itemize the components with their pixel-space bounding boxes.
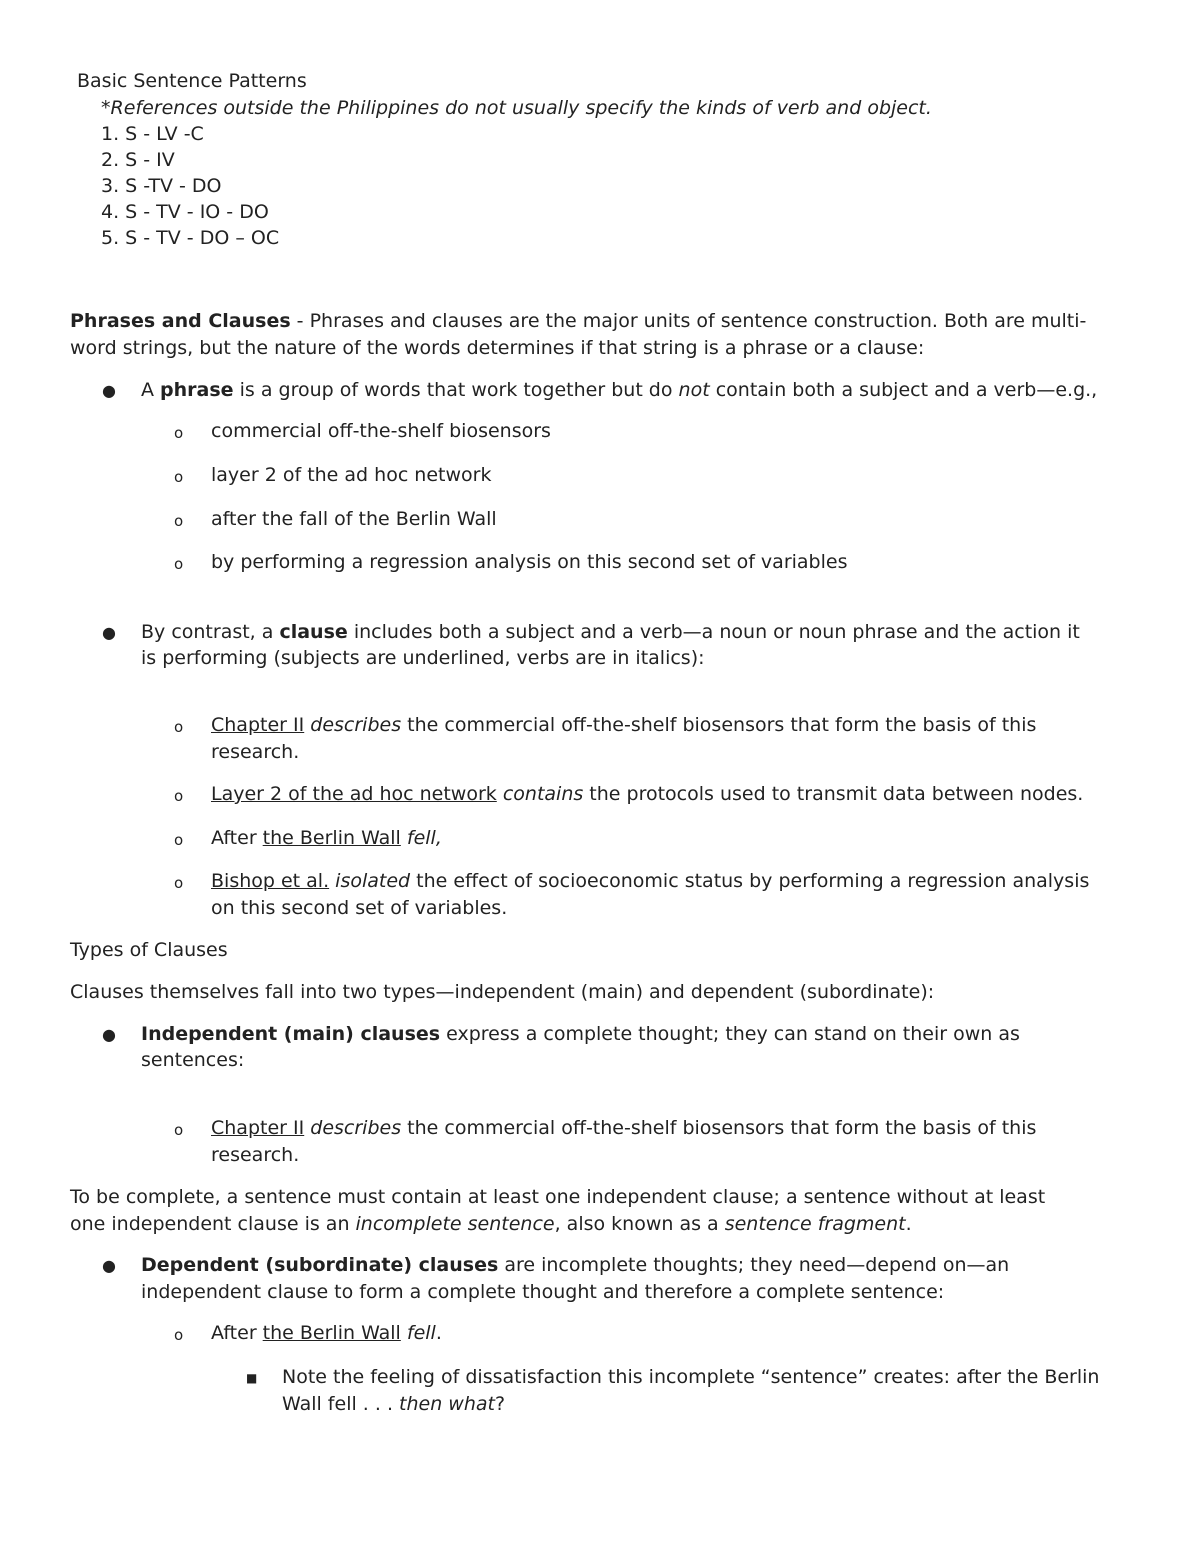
circle-bullet-icon: o: [174, 831, 184, 849]
clause-example-2: [211, 781, 1083, 808]
example-pre: After: [211, 1322, 263, 1344]
subject-underlined: the Berlin Wall: [262, 827, 401, 849]
note-end: ?: [494, 1393, 506, 1415]
circle-bullet-icon: o: [174, 1326, 184, 1344]
complete-end: .: [905, 1213, 912, 1235]
independent-example-line2: research.: [211, 1144, 300, 1166]
independent-example: [211, 1115, 1036, 1142]
subject-underlined: the Berlin Wall: [262, 1322, 401, 1344]
complete-sentence-line2: [70, 1211, 912, 1238]
pattern-4: 4. S - TV - IO - DO: [101, 201, 269, 223]
verb-italic: isolated: [335, 870, 411, 892]
phrases-heading: Phrases and Clauses: [70, 310, 291, 332]
dependent-definition-line1: [141, 1252, 1009, 1279]
phrase-example-1: commercial off-the-shelf biosensors: [211, 420, 551, 442]
subject-underlined: Chapter II: [211, 714, 305, 736]
bullet-dot-icon: ●: [102, 623, 116, 642]
subject-underlined: Layer 2 of the ad hoc network: [211, 783, 497, 805]
bullet-dot-icon: ●: [102, 381, 116, 400]
clause-def-rest: includes both a subject and a verb—a noun or noun phrase and the action it: [347, 621, 1080, 643]
types-heading: Types of Clauses: [70, 939, 228, 961]
pattern-1: 1. S - LV -C: [101, 123, 204, 145]
verb-italic: fell: [406, 1322, 436, 1344]
clause-example-4-line2: on this second set of variables.: [211, 897, 508, 919]
subject-underlined: Bishop et al.: [211, 870, 330, 892]
incomplete-sentence-term: incomplete sentence: [355, 1213, 555, 1235]
phrases-intro-line1: [70, 308, 1086, 335]
circle-bullet-icon: o: [174, 555, 184, 573]
clause-definition-line2: is performing (subjects are underlined, verbs are in italics):: [141, 647, 705, 669]
clause-example-3: [211, 825, 442, 852]
example-rest: the commercial off-the-shelf biosensors that form the basis of this: [401, 714, 1037, 736]
doc-title: Basic Sentence Patterns: [77, 70, 307, 92]
clause-def-pre: By contrast, a: [141, 621, 280, 643]
bullet-dot-icon: ●: [102, 1256, 116, 1275]
clause-example-1: [211, 712, 1036, 739]
independent-def-rest: express a complete thought; they can stand on their own as: [440, 1023, 1020, 1045]
bullet-dot-icon: ●: [102, 1025, 116, 1044]
clause-term: clause: [279, 621, 348, 643]
phrase-def-end: contain both a subject and a verb—e.g.,: [709, 379, 1098, 401]
example-rest: the protocols used to transmit data between nodes.: [583, 783, 1084, 805]
circle-bullet-icon: o: [174, 512, 184, 530]
pattern-5: 5. S - TV - DO – OC: [101, 227, 280, 249]
phrase-def-mid: is a group of words that work together but do: [233, 379, 679, 401]
phrase-term: phrase: [160, 379, 234, 401]
dependent-example: [211, 1320, 442, 1347]
verb-italic: fell,: [406, 827, 442, 849]
dependent-definition-line2: independent clause to form a complete thought and therefore a complete sentence:: [141, 1281, 945, 1303]
complete-mid: , also known as a: [554, 1213, 725, 1235]
note-text: *References outside the Philippines do not usually specify the kinds of verb and object.: [101, 97, 932, 119]
example-pre: After: [211, 827, 263, 849]
independent-definition-line1: [141, 1021, 1020, 1048]
clause-example-1-line2: research.: [211, 741, 300, 763]
types-intro: Clauses themselves fall into two types—independent (main) and dependent (subordinate):: [70, 981, 935, 1003]
phrase-example-4: by performing a regression analysis on this second set of variables: [211, 551, 848, 573]
square-bullet-icon: ■: [246, 1371, 258, 1385]
phrase-example-3: after the fall of the Berlin Wall: [211, 508, 497, 530]
pattern-3: 3. S -TV - DO: [101, 175, 222, 197]
circle-bullet-icon: o: [174, 468, 184, 486]
circle-bullet-icon: o: [174, 424, 184, 442]
subject-underlined: Chapter II: [211, 1117, 305, 1139]
phrase-example-2: layer 2 of the ad hoc network: [211, 464, 492, 486]
circle-bullet-icon: o: [174, 718, 184, 736]
phrase-def-not: not: [678, 379, 710, 401]
verb-italic: describes: [310, 714, 402, 736]
complete-pre: one independent clause is an: [70, 1213, 356, 1235]
example-rest: the effect of socioeconomic status by performing a regression analysis: [410, 870, 1090, 892]
clause-example-4: [211, 868, 1089, 895]
verb-italic: contains: [502, 783, 584, 805]
clause-definition-line1: [141, 619, 1080, 646]
example-end: .: [435, 1322, 442, 1344]
independent-term: Independent (main) clauses: [141, 1023, 441, 1045]
example-rest: the commercial off-the-shelf biosensors that form the basis of this: [401, 1117, 1037, 1139]
note-pre: Wall fell . . .: [282, 1393, 400, 1415]
phrase-def-pre: A: [141, 379, 161, 401]
dependent-term: Dependent (subordinate) clauses: [141, 1254, 499, 1276]
dependent-note-line1: Note the feeling of dissatisfaction this incomplete “sentence” creates: after the Berlin: [282, 1366, 1100, 1388]
dependent-def-rest: are incomplete thoughts; they need—depend on—an: [498, 1254, 1010, 1276]
circle-bullet-icon: o: [174, 1121, 184, 1139]
pattern-2: 2. S - IV: [101, 149, 175, 171]
note-then-what: then what: [399, 1393, 495, 1415]
verb-italic: describes: [310, 1117, 402, 1139]
phrases-intro-line2: word strings, but the nature of the words determines if that string is a phrase or a clause:: [70, 337, 925, 359]
circle-bullet-icon: o: [174, 874, 184, 892]
phrase-definition: [141, 377, 1097, 404]
dependent-note-line2: [282, 1391, 505, 1418]
phrases-intro-text: - Phrases and clauses are the major units of sentence construction. Both are multi-: [290, 310, 1087, 332]
independent-definition-line2: sentences:: [141, 1049, 245, 1071]
complete-sentence-line1: To be complete, a sentence must contain at least one independent clause; a sentence without at least: [70, 1186, 1046, 1208]
sentence-fragment-term: sentence fragment: [724, 1213, 906, 1235]
circle-bullet-icon: o: [174, 787, 184, 805]
